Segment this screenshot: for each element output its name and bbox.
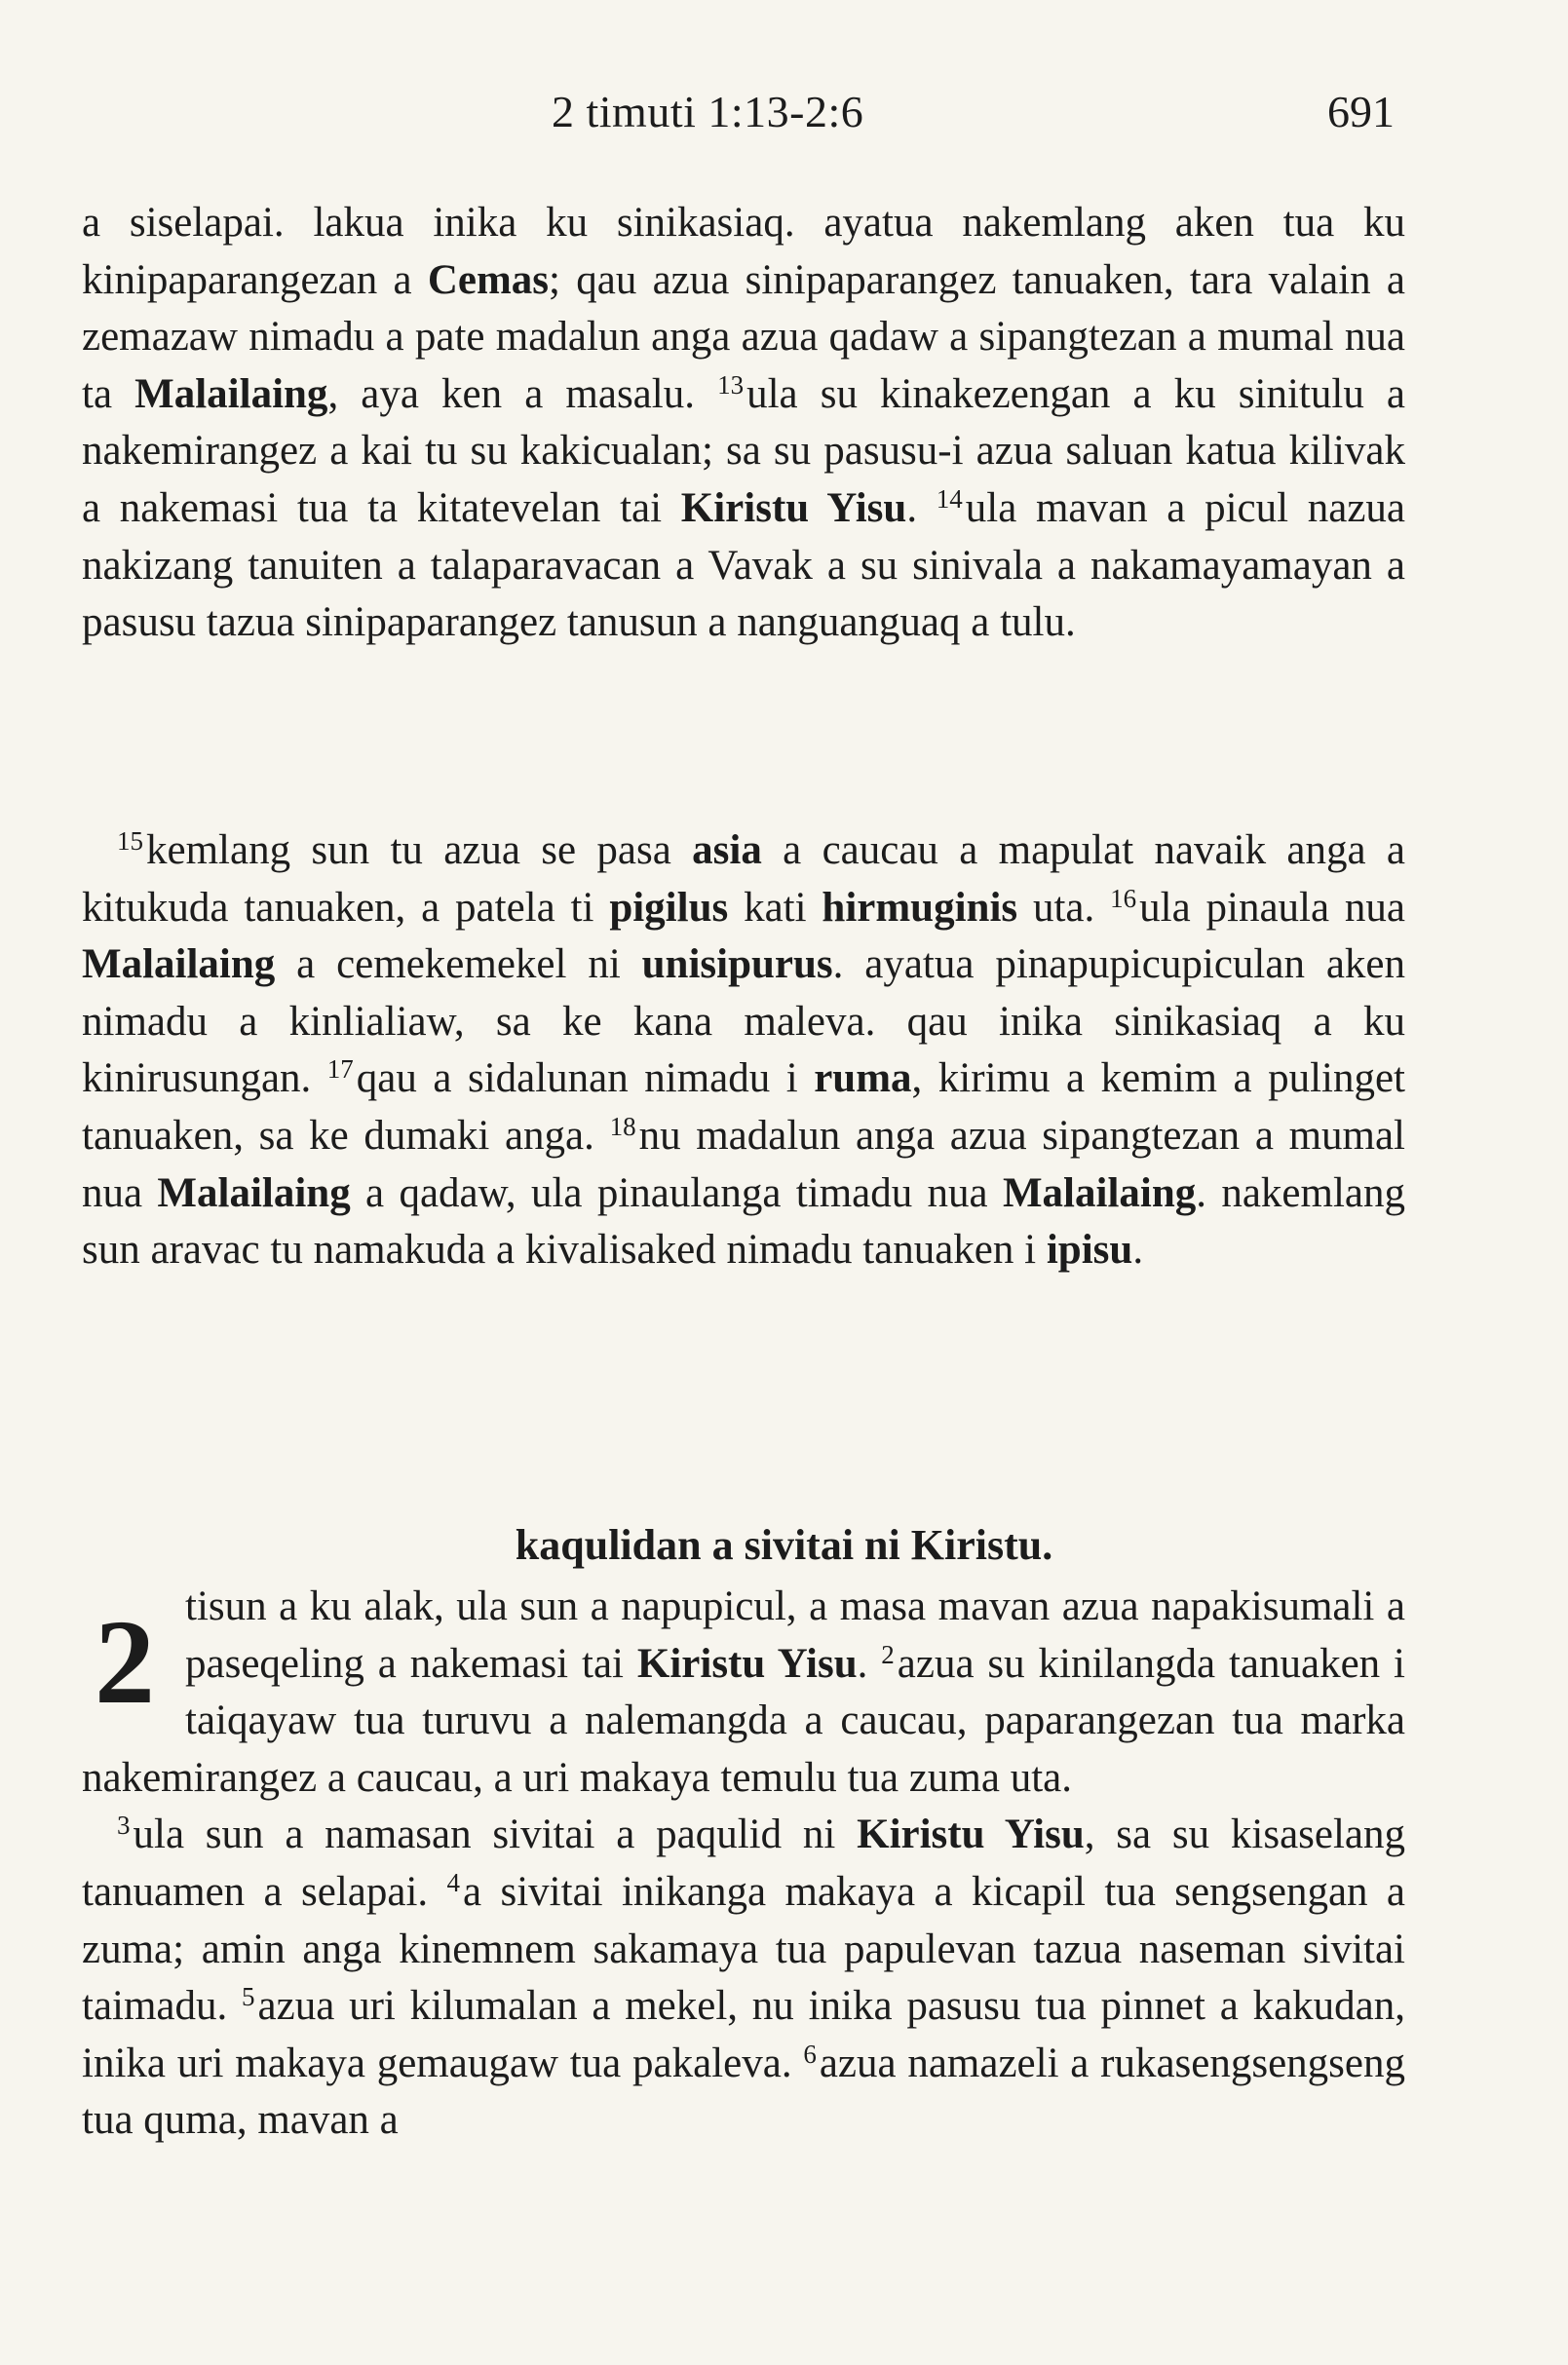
bold-term: hirmuginis [822, 884, 1018, 931]
text-run: , sa su kisaselang tanuamen a selapai. [82, 1812, 1406, 1915]
paragraph-1-2 [82, 1579, 1405, 1807]
text-run: , aya ken a masalu. [327, 370, 718, 417]
chapter-number: 2 [95, 1595, 155, 1729]
chapter-2 [82, 1579, 1405, 2150]
text-run: . ayatua pinapupicupiculan aken nimadu a kinlialiaw, sa ke kana maleva. qau inika sinikasiaq a ku kinirusungan. [82, 941, 1405, 1102]
text-run: . [857, 1640, 882, 1687]
text-run: a sivitai inikanga makaya a kicapil tua sengsengan a zuma; amin anga kinemnem sakamaya tua papulevan tazua naseman sivitai taimadu. [82, 1868, 1405, 2030]
passage-1-13-14 [82, 195, 1405, 652]
text-run: azua namazeli a rukasengsengseng tua quma, mavan a [82, 2040, 1405, 2144]
bold-term: asia [692, 827, 762, 873]
text-run: . nakemlang sun aravac tu namakuda a kivalisaked nimadu tanuaken i [82, 1169, 1405, 1274]
text-run: tisun a ku alak, ula sun a napupicul, a masa mavan azua napakisumali a paseqeling a nakemasi tai [185, 1583, 1405, 1687]
text-run: a caucau a mapulat navaik anga a kitukuda tanuaken, a patela ti [82, 827, 1405, 931]
text-run: ula su kinakezengan a ku sinitulu a nakemirangez a kai tu su kakicualan; sa su pasusu-i azua saluan katua kilivak a nakemasi tua ta kitatevelan tai [82, 370, 1405, 531]
text-run: ula sun a namasan sivitai a paqulid ni [133, 1812, 858, 1858]
bold-term: Malailaing [1002, 1169, 1197, 1216]
text-run: ; qau azua sinipaparangez tanuaken, tara valain a zemazaw nimadu a pate madalun anga azua qadaw a sipangtezan a mumal nua ta [82, 256, 1406, 417]
bold-term: Malailaing [157, 1169, 351, 1216]
bold-term: Cemas [427, 256, 550, 303]
verse-number: 4 [446, 1867, 461, 1897]
text-run: azua su kinilangda tanuaken i taiqayaw tua turuvu a nalemangda a caucau, paparangezan tua marka nakemirangez a caucau, a uri makaya temulu tua zuma uta. [82, 1640, 1405, 1801]
text-run: a qadaw, ula pinaulanga timadu nua [350, 1169, 1003, 1216]
chapter-body [82, 1579, 1405, 2150]
text-run: ula mavan a picul nazua nakizang tanuiten a talaparavacan a Vavak a su sinivala a nakamayamayan a pasusu tazua sinipaparangez tanusun a nanguanguaq a tulu. [82, 484, 1405, 646]
bold-term: Malailaing [82, 941, 276, 988]
verse-number: 18 [609, 1111, 636, 1141]
text-run: kemlang sun tu azua se pasa [146, 827, 693, 873]
bold-term: Kiristu Yisu [680, 484, 907, 531]
page-header [0, 86, 1568, 144]
paragraph-3-6 [82, 1807, 1405, 2150]
running-head: 2 timuti 1:13-2:6 [552, 87, 864, 136]
verse-number: 2 [881, 1639, 895, 1669]
text-run: qau a sidalunan nimadu i [356, 1055, 815, 1102]
bold-term: pigilus [609, 884, 729, 931]
section-heading: kaqulidan a sivitai ni Kiristu. [515, 1521, 1053, 1569]
text-run: , kirimu a kemim a pulinget tanuaken, sa ke dumaki anga. [82, 1055, 1405, 1159]
text-run: ula pinaula nua [1139, 884, 1406, 931]
bold-term: ruma [814, 1055, 912, 1102]
text-run: a cemekemekel ni [275, 941, 642, 988]
bold-term: Malailaing [134, 370, 328, 417]
verse-number: 3 [117, 1811, 131, 1841]
verse-number: 13 [717, 369, 745, 400]
verse-number: 17 [326, 1054, 354, 1085]
text-run: . [1132, 1227, 1144, 1274]
verse-number: 6 [803, 2039, 817, 2069]
text-run: uta. [1017, 884, 1111, 931]
text-run: azua uri kilumalan a mekel, nu inika pasusu tua pinnet a kakudan, inika uri makaya gemaugaw tua pakaleva. [82, 1983, 1405, 2086]
verse-number: 5 [242, 1982, 255, 2012]
bold-term: unisipurus [641, 941, 833, 988]
text-run: . [906, 484, 937, 531]
passage-1-15-18 [82, 822, 1405, 1279]
verse-number: 14 [936, 483, 963, 514]
bold-term: ipisu [1046, 1227, 1133, 1274]
verse-number: 16 [1110, 883, 1137, 913]
page-number: 691 [1327, 87, 1395, 136]
verse-number: 15 [117, 826, 143, 856]
text-run: nu madalun anga azua sipangtezan a mumal nua [82, 1112, 1405, 1216]
bold-term: Kiristu Yisu [857, 1812, 1085, 1858]
text-run: kati [728, 884, 822, 931]
bold-term: Kiristu Yisu [636, 1640, 858, 1687]
text-run: a siselapai. lakua inika ku sinikasiaq. ayatua nakemlang aken tua ku kinipaparangezan a [82, 200, 1405, 303]
